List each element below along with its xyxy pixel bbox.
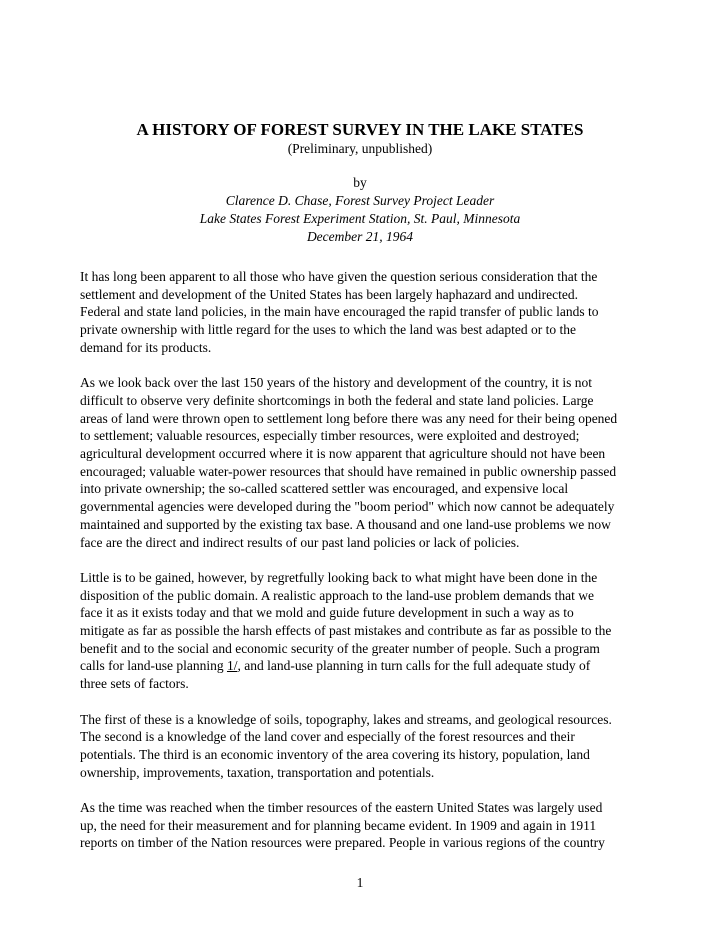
paragraph-3 — [80, 569, 648, 693]
text-fragment: calls for land-use planning — [80, 658, 227, 674]
text-line: mitigate as far as possible the harsh effects of past mistakes and contribute as far as possible to the — [80, 623, 612, 639]
text-line: agricultural development occurred where it is now apparent that agriculture should not have been — [80, 446, 606, 462]
text-line: maintained and supported by the existing tax base. A thousand and one land-use problems we now — [80, 516, 611, 532]
footnote-reference[interactable]: 1/ — [226, 658, 238, 674]
body-text — [80, 268, 648, 870]
text-line: potentials. The third is an economic inventory of the area covering its history, population, land — [80, 746, 590, 762]
text-line: up, the need for their measurement and for planning became evident. In 1909 and again in 1911 — [80, 817, 597, 833]
document-title: A HISTORY OF FOREST SURVEY IN THE LAKE STATES — [136, 120, 584, 139]
text-line: Federal and state land policies, in the main have encouraged the rapid transfer of public lands to — [80, 304, 599, 320]
text-line: As we look back over the last 150 years of the history and development of the country, it is not — [80, 375, 593, 391]
date-line: December 21, 1964 — [306, 229, 414, 244]
text-line: into private ownership; the so-called scattered settler was encouraged, and expensive local — [80, 481, 569, 497]
paragraph-1 — [80, 268, 648, 357]
text-line: governmental agencies were developed during the "boom period" which now cannot be adequately — [80, 499, 615, 515]
text-line: reports on timber of the Nation resources were prepared. People in various regions of the country — [80, 835, 605, 851]
paragraph-4 — [80, 711, 648, 782]
text-line: areas of land were thrown open to settlement long before there was any need for their being opened — [80, 410, 618, 426]
text-line: three sets of factors. — [80, 676, 189, 692]
text-line: private ownership with little regard for the uses to which the land was best adapted or to the — [80, 322, 576, 338]
text-line: settlement and development of the United States has been largely haphazard and undirected. — [80, 286, 578, 302]
footnote-text-line — [80, 657, 648, 675]
paragraph-5 — [80, 799, 648, 852]
text-line: Little is to be gained, however, by regretfully looking back to what might have been done in the — [80, 569, 598, 585]
page-number: 1 — [356, 875, 364, 890]
text-line: encouraged; valuable water-power resources that should have remained in public ownership passed — [80, 463, 617, 479]
text-line: face are the direct and indirect results of our past land policies or lack of policies. — [80, 534, 520, 550]
paragraph-2 — [80, 374, 648, 551]
text-line: As the time was reached when the timber resources of the eastern United States was largely used — [80, 800, 603, 816]
text-line: The first of these is a knowledge of soils, topography, lakes and streams, and geological resources. — [80, 711, 612, 727]
author-line: Clarence D. Chase, Forest Survey Project Leader — [225, 193, 495, 208]
by-line: by — [353, 175, 367, 190]
text-line: It has long been apparent to all those who have given the question serious consideration that the — [80, 269, 598, 284]
text-line: disposition of the public domain. A realistic approach to the land-use problem demands that we — [80, 587, 595, 603]
text-line: to settlement; valuable resources, especially timber resources, were exploited and destroyed; — [80, 428, 580, 444]
text-line: demand for its products. — [80, 339, 212, 355]
affiliation-line: Lake States Forest Experiment Station, St. Paul, Minnesota — [199, 211, 521, 226]
text-line: benefit and to the social and economic security of the greater number of people. Such a program — [80, 640, 600, 656]
text-fragment: , and land-use planning in turn calls for the full adequate study of — [237, 658, 591, 674]
document-subtitle: (Preliminary, unpublished) — [287, 141, 433, 156]
text-line: face it as it exists today and that we mold and guide future development in such a way as to — [80, 605, 574, 621]
text-line: difficult to observe very definite shortcomings in both the federal and state land policies. Large — [80, 392, 594, 408]
title-block — [0, 120, 720, 246]
text-line: ownership, improvements, taxation, transportation and potentials. — [80, 764, 435, 780]
text-line: The second is a knowledge of the land cover and especially of the forest resources and their — [80, 729, 575, 745]
